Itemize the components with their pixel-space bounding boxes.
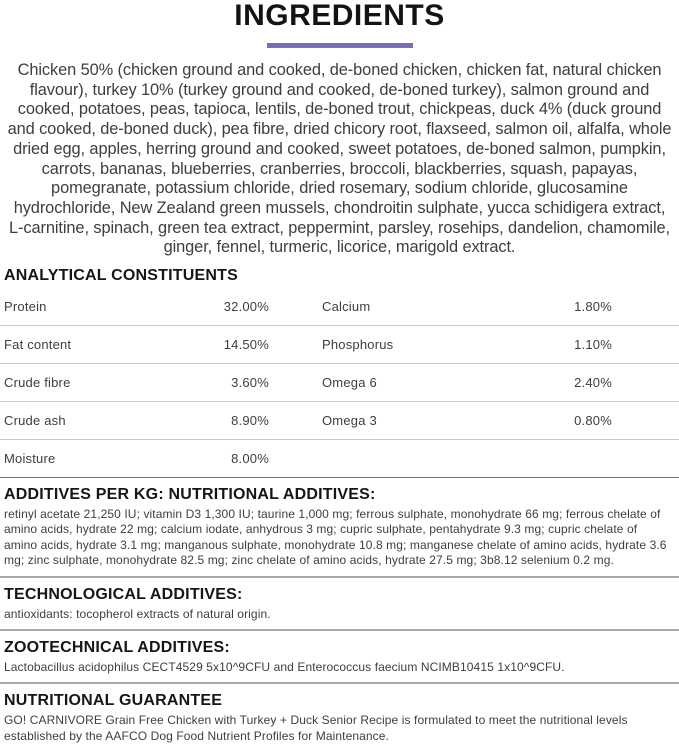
section-nutritional-additives: [0, 478, 679, 576]
constituent-value: 3.60%: [231, 375, 269, 391]
title-underline-bar: [267, 43, 413, 48]
constituent-label: Fat content: [4, 337, 72, 353]
table-row: [0, 326, 679, 364]
constituent-value: 2.40%: [574, 375, 612, 391]
constituent-label: Crude fibre: [4, 375, 71, 391]
nutritional-additives-heading: ADDITIVES PER KG: NUTRITIONAL ADDITIVES:: [4, 486, 376, 504]
ingredients-paragraph: Chicken 50% (chicken ground and cooked, de-boned chicken, chicken fat, natural chicken flavour), turkey 10% (turkey ground and cooked, de-boned turkey), salmon ground and cooked, potatoes, peas, tapioca, lentils, de-boned trout, chickpeas, duck 4% (duck ground and cooked, de-boned duck), pea fibre, dried chicory root, flaxseed, salmon oil, alfalfa, whole dried egg, apples, herring ground and cooked, sweet potatoes, de-boned salmon, pumpkin, carrots, bananas, blueberries, cranberries, broccoli, blackberries, squash, papayas, pomegranate, potassium chloride, dried rosemary, sodium chloride, glucosamine hydrochloride, New Zealand green mussels, chondroitin sulphate, yucca schidigera extract, L-carnitine, spinach, green tea extract, peppermint, parsley, rosehips, dandelion, chamomile, ginger, fennel, turmeric, licorice, marigold extract.: [7, 61, 672, 257]
analytical-constituents-heading: ANALYTICAL CONSTITUENTS: [4, 267, 238, 285]
constituent-value: 1.80%: [574, 299, 612, 315]
table-row: [0, 364, 679, 402]
section-technological-additives: [0, 576, 679, 629]
constituent-label: Calcium: [322, 299, 371, 315]
constituent-value: 32.00%: [223, 299, 269, 315]
technological-additives-body: antioxidants: tocopherol extracts of natural origin.: [4, 606, 271, 621]
page-title: INGREDIENTS: [234, 0, 445, 32]
zootechnical-additives-body: Lactobacillus acidophilus CECT4529 5x10^9CFU and Enterococcus faecium NCIMB10415 1x10^9CFU.: [4, 660, 565, 675]
constituent-label: Omega 3: [322, 413, 377, 429]
section-zootechnical-additives: [0, 629, 679, 682]
constituent-value: 0.80%: [574, 413, 612, 429]
table-row: [0, 402, 679, 440]
constituent-value: 8.90%: [231, 413, 269, 429]
table-row: [0, 440, 679, 478]
constituent-value: 1.10%: [574, 337, 612, 353]
constituent-label: Crude ash: [4, 413, 66, 429]
nutritional-additives-body: retinyl acetate 21,250 IU; vitamin D3 1,300 IU; taurine 1,000 mg; ferrous sulphate, monohydrate 66 mg; ferrous chelate of amino acids, hydrate 22 mg; calcium iodate, anhydrous 3 mg; cupric sulphate, pentahydrate 9.3 mg; cupric chelate of amino acids, hydrate 3.1 mg; manganous sulphate, monohydrate 10.8 mg; manganese chelate of amino acids, hydrate 3.6 mg; zinc sulphate, monohydrate 82.5 mg; zinc chelate of amino acids, hydrate 27.5 mg; 3b8.12 selenium 0.2 mg.: [4, 507, 667, 568]
constituent-value: 8.00%: [231, 451, 269, 467]
analytical-constituents-table: [0, 288, 679, 478]
constituent-label: Omega 6: [322, 375, 377, 391]
nutritional-guarantee-heading: NUTRITIONAL GUARANTEE: [4, 692, 223, 710]
section-nutritional-guarantee: [0, 682, 679, 751]
constituent-label: Phosphorus: [322, 337, 394, 353]
zootechnical-additives-heading: ZOOTECHNICAL ADDITIVES:: [4, 639, 230, 657]
table-row: [0, 288, 679, 326]
technological-additives-heading: TECHNOLOGICAL ADDITIVES:: [4, 585, 243, 603]
constituent-value: 14.50%: [223, 337, 269, 353]
constituent-label: Moisture: [4, 451, 56, 467]
nutritional-guarantee-body: GO! CARNIVORE Grain Free Chicken with Turkey + Duck Senior Recipe is formulated to meet the nutritional levels established by the AAFCO Dog Food Nutrient Profiles for Maintenance.: [4, 713, 628, 743]
constituent-label: Protein: [4, 299, 47, 315]
